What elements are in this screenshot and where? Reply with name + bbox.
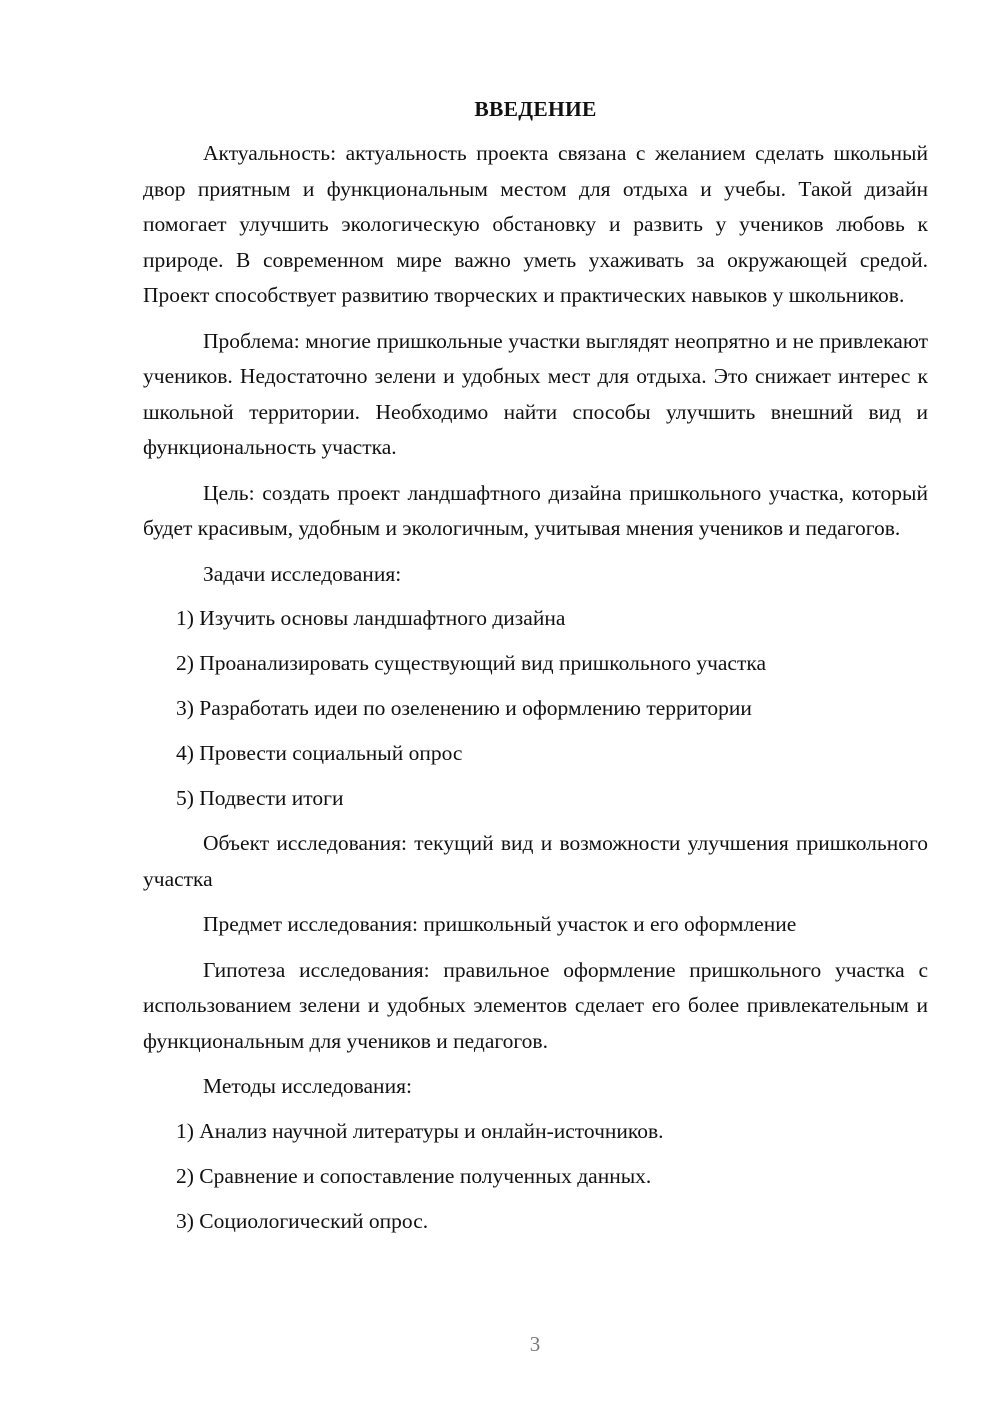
list-item: 1) Изучить основы ландшафтного дизайна (176, 606, 566, 630)
list-item: 2) Проанализировать существующий вид пришкольного участка (176, 651, 767, 675)
goal-paragraph: Цель: создать проект ландшафтного дизайна пришкольного участка, который будет красивым, удобным и экологичным, учитывая мнения учеников и педагогов. (143, 480, 928, 540)
page-content (143, 94, 928, 1249)
methods-list (143, 1114, 928, 1240)
object-paragraph: Объект исследования: текущий вид и возможности улучшения пришкольного участка (143, 831, 928, 891)
list-item: 5) Подвести итоги (176, 786, 344, 810)
hypothesis-paragraph: Гипотеза исследования: правильное оформление пришкольного участка с использованием зелени и удобных элементов сделает его более привлекательным и функциональным для учеников и педагогов. (143, 957, 928, 1053)
list-item: 1) Анализ научной литературы и онлайн-источников. (176, 1118, 664, 1143)
tasks-heading: Задачи исследования: (203, 561, 402, 586)
relevance-paragraph: Актуальность: актуальность проекта связана с желанием сделать школьный двор приятным и функциональным местом для отдыха и учебы. Такой дизайн помогает улучшить экологическую обстановку и развить у учеников любовь к природе. В современном мире важно уметь ухаживать за окружающей средой. Проект способствует развитию творческих и практических навыков у школьников. (143, 141, 928, 307)
list-item: 3) Социологический опрос. (176, 1208, 429, 1233)
subject-paragraph: Предмет исследования: пришкольный участок и его оформление (203, 912, 797, 936)
list-item: 3) Разработать идеи по озеленению и оформлению территории (176, 696, 752, 720)
problem-paragraph: Проблема: многие пришкольные участки выглядят неопрятно и не привлекают учеников. Недостаточно зелени и удобных мест для отдыха. Это снижает интерес к школьной территории. Необходимо найти способы улучшить внешний вид и функциональность участка. (143, 328, 928, 459)
methods-heading: Методы исследования: (203, 1074, 412, 1098)
page-number: 3 (529, 1332, 541, 1356)
page-title: ВВЕДЕНИЕ (474, 97, 597, 121)
list-item: 2) Сравнение и сопоставление полученных данных. (176, 1163, 652, 1188)
tasks-list (143, 601, 928, 817)
list-item: 4) Провести социальный опрос (176, 741, 463, 765)
